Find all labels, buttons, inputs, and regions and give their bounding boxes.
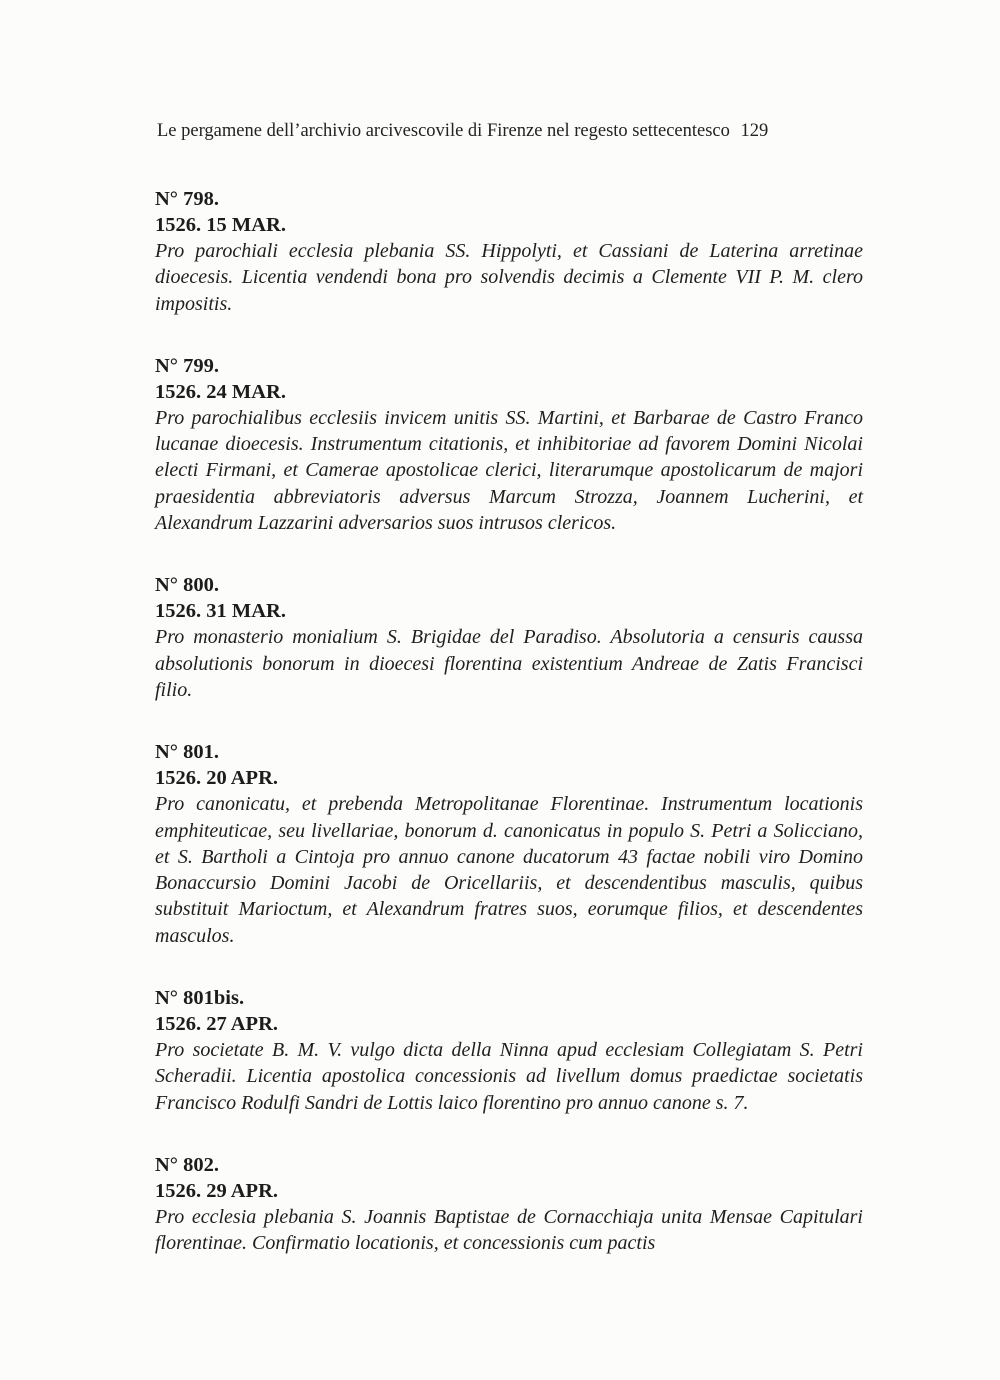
entry xyxy=(155,1152,863,1257)
entry-number: N° 801. xyxy=(155,741,220,764)
entry xyxy=(155,353,863,536)
entry-date: 1526. 24 MAR. xyxy=(155,380,286,403)
entry-number: N° 799. xyxy=(155,354,220,377)
entry-date: 1526. 29 APR. xyxy=(155,1179,278,1202)
entry-text: Pro ecclesia plebania S. Joannis Baptistae de Cornacchiaja unita Mensae Capitulari florentinae. Confirmatio locationis, et concessionis cum pactis xyxy=(155,1205,863,1255)
entry-text: Pro parochialibus ecclesiis invicem unitis SS. Martini, et Barbarae de Castro Franco lucanae dioecesis. Instrumentum citationis, et inhibitoriae ad favorem Domini Nicolai electi Firmani, et Camerae apostolicae clerici, literarumque apostolicarum de majori praesidentia abbreviatoris adversus Marcum Strozza, Joannem Lucherini, et Alexandrum Lazzarini adversarios suos intrusos clericos. xyxy=(155,406,863,535)
entry xyxy=(155,186,863,317)
entry-date: 1526. 20 APR. xyxy=(155,767,278,790)
entry-number: N° 801bis. xyxy=(155,987,245,1010)
entry-text: Pro canonicatu, et prebenda Metropolitanae Florentinae. Instrumentum locationis emphiteuticae, seu livellariae, bonorum d. canonicatus in populo S. Petri a Solicciano, et S. Bartholi a Cintoja pro annuo canone ducatorum 43 factae nobili viro Domino Bonaccursio Domini Jacobi de Oricellariis, et descendentibus masculis, quibus substituit Marioctum, et Alexandrum fratres suos, eorumque filios, et descendentes masculos. xyxy=(155,793,863,947)
entry-date: 1526. 15 MAR. xyxy=(155,214,286,236)
entry-text: Pro monasterio monialium S. Brigidae del Paradiso. Absolutoria a censuris caussa absolutionis bonorum in dioecesi florentina existentium Andreae de Zatis Francisci filio. xyxy=(155,626,863,701)
entry-text: Pro societate B. M. V. vulgo dicta della Ninna apud ecclesiam Collegiatam S. Petri Scheradii. Licentia apostolica concessionis ad livellum domus praedictae societatis Francisco Rodulfi Sandri de Lottis laico florentino pro annuo canone s. 7. xyxy=(155,1039,863,1114)
entry-number: N° 798. xyxy=(155,188,220,210)
entry-number: N° 802. xyxy=(155,1153,220,1176)
entry xyxy=(155,739,863,949)
entry-text: Pro parochiali ecclesia plebania SS. Hippolyti, et Cassiani de Laterina arretinae dioecesis. Licentia vendendi bona pro solvendis decimis a Clemente VII P. M. clero impositis. xyxy=(155,240,863,315)
entry-number: N° 800. xyxy=(155,574,220,597)
running-header xyxy=(157,121,863,142)
header-title: Le pergamene dell’archivio arcivescovile di Firenze nel regesto settecentesco xyxy=(157,121,730,141)
entry xyxy=(155,572,863,703)
page-number: 129 xyxy=(740,121,769,141)
entry-date: 1526. 27 APR. xyxy=(155,1013,278,1036)
entry xyxy=(155,985,863,1116)
entry-date: 1526. 31 MAR. xyxy=(155,600,286,623)
entries-list xyxy=(155,186,863,1293)
